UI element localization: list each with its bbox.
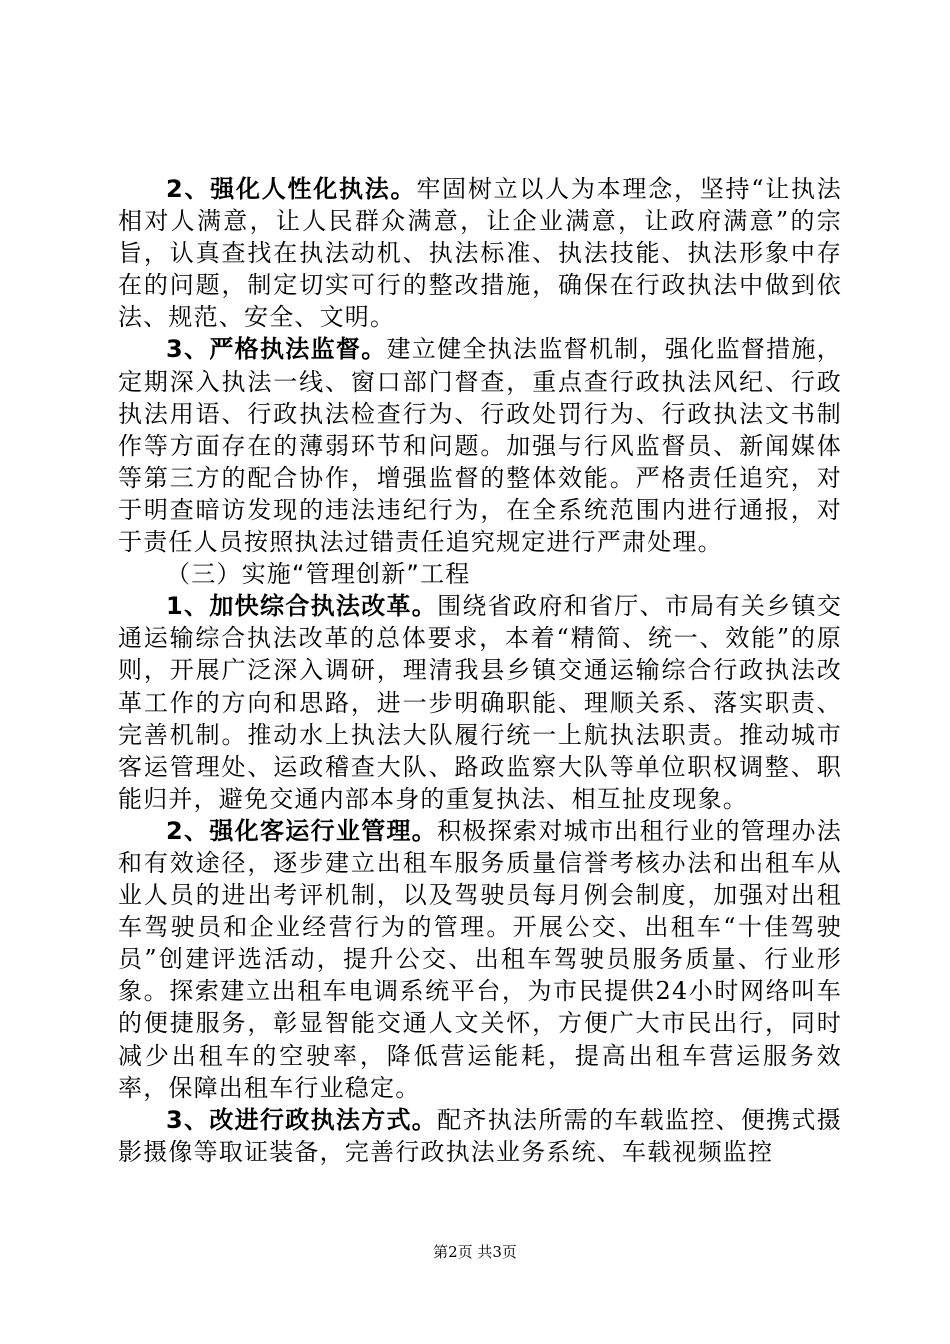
- paragraph-passenger-transport: [118, 815, 842, 1104]
- paragraph-text: 围绕省政府和省厅、市局有关乡镇交通运输综合执法改革的总体要求，本着“精简、统一、效能”的原则，开展广泛深入调研，理清我县乡镇交通运输综合行政执法改革工作的方向和思路，进一步明确职能、理顺关系、落实职责、完善机制。推动水上执法大队履行统一上航执法职责。推动城市客运管理处、运政稽查大队、路政监察大队等单位职权调整、职能归并，避免交通内部本身的重复执法、相互扯皮现象。: [118, 592, 842, 813]
- paragraph-text: 建立健全执法监督机制，强化监督措施，定期深入执法一线、窗口部门督查，重点查行政执法风纪、行政执法用语、行政执法检查行为、行政处罚行为、行政执法文书制作等方面存在的薄弱环节和问题。加强与行风监督员、新闻媒体等第三方的配合协作，增强监督的整体效能。严格责任追究，对于明查暗访发现的违法违纪行为，在全系统范围内进行通报，对于责任人员按照执法过错责任追究规定进行严肃处理。: [118, 335, 842, 557]
- page-number-footer: 第2页 共3页: [433, 1243, 517, 1261]
- paragraph-enforcement-supervision: [118, 333, 842, 558]
- paragraph-comprehensive-reform: [118, 590, 842, 815]
- paragraph-text: 配齐执法所需的车载监控、便携式摄影摄像等取证装备，完善行政执法业务系统、车载视频监控: [118, 1105, 842, 1166]
- paragraph-enforcement-methods: [118, 1104, 842, 1168]
- paragraph-heading: 1、加快综合执法改革。: [166, 592, 438, 621]
- paragraph-heading: 2、强化人性化执法。: [166, 175, 417, 203]
- paragraph-heading: 3、严格执法监督。: [166, 335, 387, 364]
- paragraph-heading: 2、强化客运行业管理。: [166, 816, 438, 845]
- paragraph-heading: 3、改进行政执法方式。: [166, 1105, 438, 1134]
- section-heading: （三）实施“管理创新”工程: [166, 560, 471, 589]
- paragraph-text: 牢固树立以人为本理念，坚持“让执法相对人满意，让人民群众满意，让企业满意，让政府满意”的宗旨，认真查找在执法动机、执法标准、执法技能、执法形象中存在的问题，制定切实可行的整改措施，确保在行政执法中做到依法、规范、安全、文明。: [118, 175, 842, 332]
- paragraph-humanized-enforcement: [118, 173, 842, 333]
- document-body: [118, 173, 842, 1168]
- paragraph-text: 积极探索对城市出租行业的管理办法和有效途径，逐步建立出租车服务质量信誉考核办法和出租车从业人员的进出考评机制，以及驾驶员每月例会制度，加强对出租车驾驶员和企业经营行为的管理。开展公交、出租车“十佳驾驶员”创建评选活动，提升公交、出租车驾驶员服务质量、行业形象。探索建立出租车电调系统平台，为市民提供24小时网络叫车的便捷服务，彰显智能交通人文关怀，方便广大市民出行，同时减少出租车的空驶率，降低营运能耗，提高出租车营运服务效率，保障出租车行业稳定。: [118, 816, 842, 1102]
